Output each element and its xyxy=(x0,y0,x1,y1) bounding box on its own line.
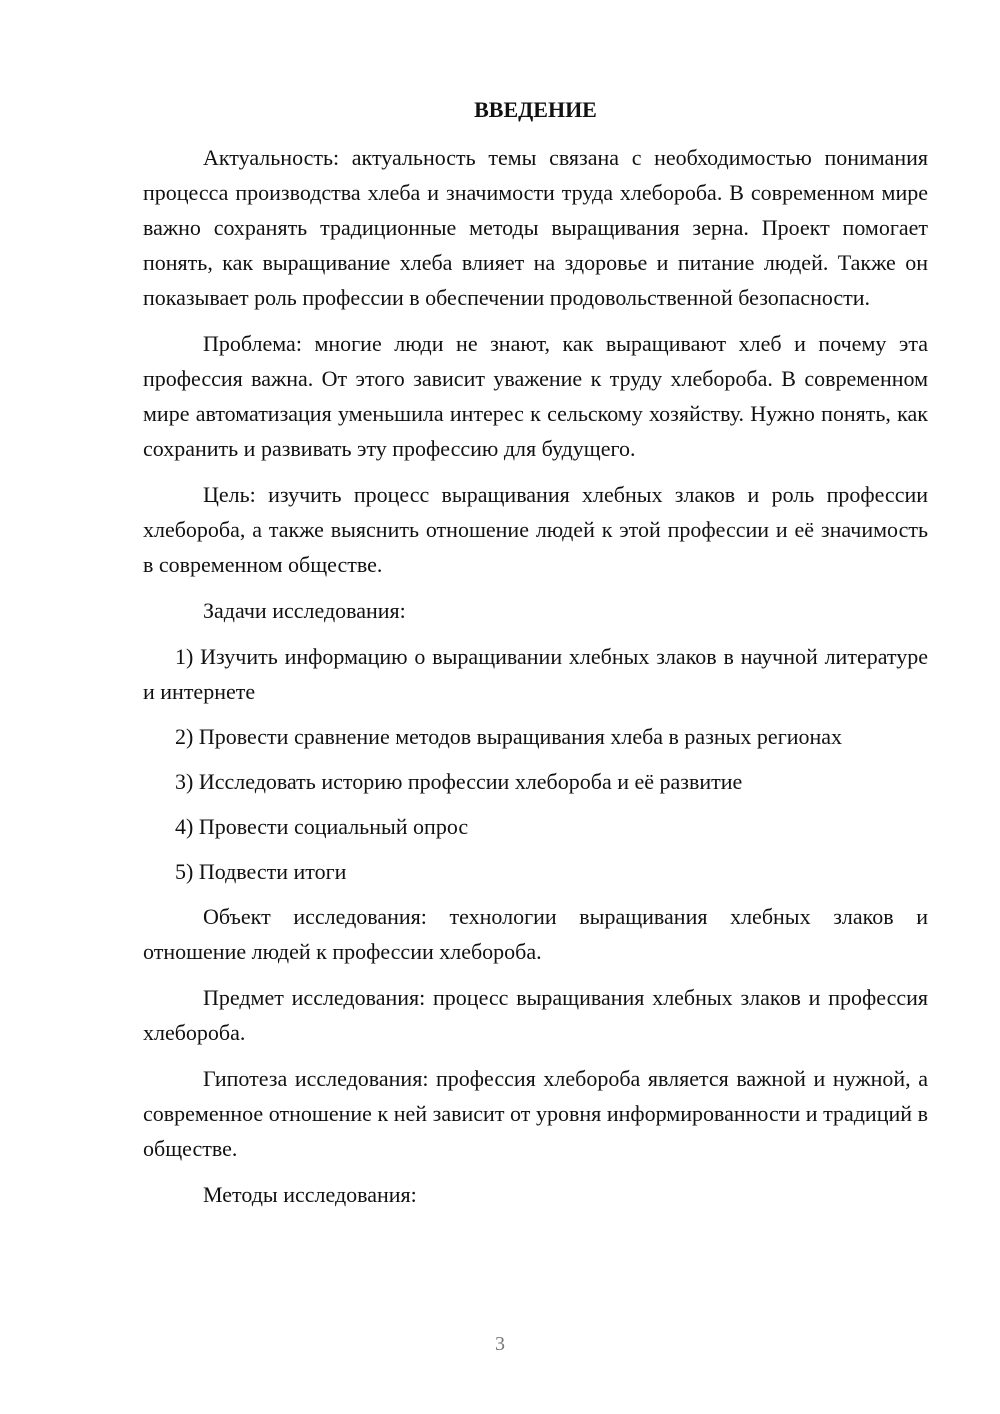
list-item: 3) Исследовать историю профессии хлебороба и её развитие xyxy=(175,769,743,794)
paragraph-tasks-title: Задачи исследования: xyxy=(203,598,406,623)
list-item: 1) Изучить информацию о выращивании хлебных злаков в научной литературе и интернете xyxy=(143,644,928,704)
list-item: 2) Провести сравнение методов выращивания хлеба в разных регионах xyxy=(175,724,843,749)
list-item: 4) Провести социальный опрос xyxy=(175,814,469,839)
paragraph-subject: Предмет исследования: процесс выращивания хлебных злаков и профессия хлебороба. xyxy=(143,985,928,1045)
tasks-list xyxy=(143,639,928,889)
paragraph-methods-title: Методы исследования: xyxy=(203,1182,417,1207)
paragraph-goal: Цель: изучить процесс выращивания хлебных злаков и роль профессии хлебороба, а также выяснить отношение людей к этой профессии и её значимость в современном обществе. xyxy=(143,482,928,577)
paragraph-problem: Проблема: многие люди не знают, как выращивают хлеб и почему эта профессия важна. От этого зависит уважение к труду хлебороба. В современном мире автоматизация уменьшила интерес к сельскому хозяйству. Нужно понять, как сохранить и развивать эту профессию для будущего. xyxy=(143,331,928,461)
list-item: 5) Подвести итоги xyxy=(175,859,347,884)
paragraph-relevance: Актуальность: актуальность темы связана с необходимостью понимания процесса производства хлеба и значимости труда хлебороба. В современном мире важно сохранять традиционные методы выращивания зерна. Проект помогает понять, как выращивание хлеба влияет на здоровье и питание людей. Также он показывает роль профессии в обеспечении продовольственной безопасности. xyxy=(143,145,928,310)
paragraph-object: Объект исследования: технологии выращивания хлебных злаков и отношение людей к профессии хлебороба. xyxy=(143,904,928,964)
page-title: ВВЕДЕНИЕ xyxy=(474,97,597,122)
paragraph-hypothesis: Гипотеза исследования: профессия хлебороба является важной и нужной, а современное отношение к ней зависит от уровня информированности и традиций в обществе. xyxy=(143,1066,928,1161)
document-page xyxy=(143,94,928,1223)
page-number: 3 xyxy=(495,1333,505,1355)
